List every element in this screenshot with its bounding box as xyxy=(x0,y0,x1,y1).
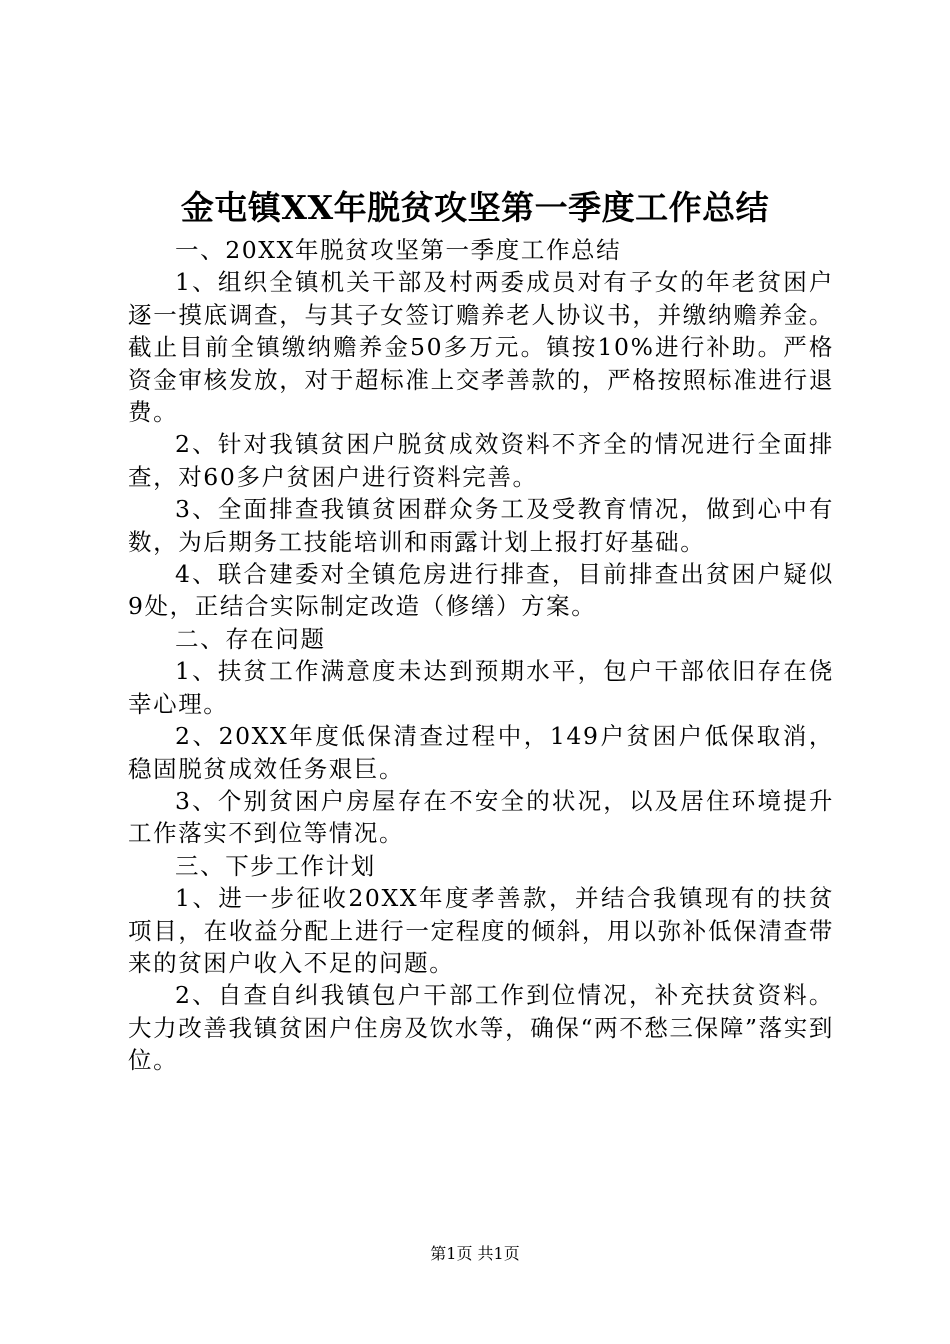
paragraph: 3、个别贫困户房屋存在不安全的状况，以及居住环境提升工作落实不到位等情况。 xyxy=(128,786,834,848)
paragraph: 1、扶贫工作满意度未达到预期水平，包户干部依旧存在侥幸心理。 xyxy=(128,657,834,718)
section-heading-summary: 一、20XX年脱贫攻坚第一季度工作总结 xyxy=(175,236,622,264)
document-title: 金屯镇XX年脱贫攻坚第一季度工作总结 xyxy=(180,188,770,227)
section-heading-plan: 三、下步工作计划 xyxy=(175,851,376,880)
paragraph: 2、自查自纠我镇包户干部工作到位情况，补充扶贫资料。大力改善我镇贫困户住房及饮水等，确保“两不愁三保障”落实到位。 xyxy=(128,981,834,1075)
document-body xyxy=(128,234,834,1077)
paragraph: 1、组织全镇机关干部及村两委成员对有子女的年老贫困户逐一摸底调查，与其子女签订赡养老人协议书，并缴纳赡养金。截止目前全镇缴纳赡养金50多万元。镇按10%进行补助。严格资金审核发放，对于超标准上交孝善款的，严格按照标准进行退费。 xyxy=(128,268,834,427)
paragraph: 3、全面排查我镇贫困群众务工及受教育情况，做到心中有数，为后期务工技能培训和雨露计划上报打好基础。 xyxy=(128,495,834,556)
paragraph: 4、联合建委对全镇危房进行排查，目前排查出贫困户疑似9处，正结合实际制定改造（修缮）方案。 xyxy=(128,560,834,621)
section-heading-problems: 二、存在问题 xyxy=(175,624,326,653)
page-footer: 第1页 共1页 xyxy=(430,1244,520,1263)
paragraph: 2、20XX年度低保清查过程中，149户贫困户低保取消，稳固脱贫成效任务艰巨。 xyxy=(128,722,834,783)
paragraph: 2、针对我镇贫困户脱贫成效资料不齐全的情况进行全面排查，对60多户贫困户进行资料完善。 xyxy=(128,430,834,491)
paragraph: 1、进一步征收20XX年度孝善款，并结合我镇现有的扶贫项目，在收益分配上进行一定程度的倾斜，用以弥补低保清查带来的贫困户收入不足的问题。 xyxy=(128,884,834,977)
